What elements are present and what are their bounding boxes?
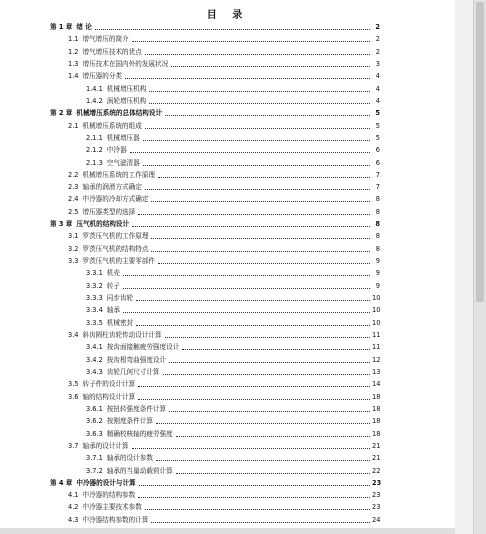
toc-leader-dots — [151, 522, 370, 523]
toc-entry-page: 24 — [372, 515, 381, 524]
toc-entry-title: 中冷器的冷却方式确定 — [82, 195, 149, 204]
toc-entry-page: 8 — [375, 244, 380, 253]
toc-entry-number: 3.4.3 — [86, 367, 103, 376]
toc-entry[interactable] — [86, 355, 380, 366]
toc-leader-dots — [136, 325, 370, 326]
toc-entry[interactable] — [68, 121, 380, 132]
toc-entry-page: 8 — [375, 195, 380, 204]
toc-entry[interactable] — [68, 392, 380, 403]
toc-entry-number: 3.3.3 — [86, 294, 103, 303]
toc-entry-title: 增压器类型的选择 — [82, 207, 136, 216]
toc-entry-number: 3.6 — [68, 392, 79, 401]
toc-entry-number: 2.5 — [68, 207, 79, 216]
toc-entry-page: 8 — [375, 207, 380, 216]
toc-leader-dots — [182, 349, 370, 350]
toc-entry[interactable] — [68, 170, 380, 181]
toc-entry-number: 3.4 — [68, 331, 79, 339]
toc-entry-page: 10 — [372, 306, 381, 315]
toc-entry-title: 轴承的润滑方式确定 — [82, 183, 142, 192]
toc-leader-dots — [138, 497, 370, 498]
toc-leader-dots — [171, 66, 370, 67]
toc-entry-page: 10 — [372, 294, 381, 303]
toc-entry[interactable] — [68, 330, 380, 341]
toc-entry-page: 11 — [372, 343, 381, 352]
toc-entry[interactable] — [68, 47, 380, 58]
toc-entry-title: 按齿根弯曲强度设计 — [106, 355, 167, 364]
toc-leader-dots — [163, 374, 370, 375]
toc-leader-dots — [165, 115, 370, 116]
toc-entry-page: 21 — [372, 441, 381, 450]
toc-entry-title: 机械密封 — [106, 318, 134, 327]
toc-entry-title: 增气增压技术的优点 — [82, 47, 142, 56]
page-gutter — [455, 0, 473, 534]
toc-leader-dots — [132, 448, 370, 449]
toc-entry[interactable] — [86, 158, 380, 169]
toc-leader-dots — [136, 300, 370, 301]
vertical-scrollbar[interactable] — [473, 0, 486, 534]
toc-entry[interactable] — [50, 108, 380, 119]
toc-leader-dots — [123, 288, 370, 289]
toc-entry-number: 3.4.1 — [86, 343, 103, 352]
toc-leader-dots — [169, 411, 370, 412]
toc-leader-dots — [130, 152, 370, 153]
toc-entry-title: 按刚度条件计算 — [106, 417, 153, 426]
toc-entry-title: 轴承 — [106, 306, 120, 315]
toc-entry-title: 转子 — [106, 281, 120, 290]
toc-entry-number: 2.1.3 — [86, 158, 103, 167]
toc-entry-page: 23 — [372, 478, 382, 487]
toc-leader-dots — [156, 423, 370, 424]
toc-entry-title: 涡轮增压机构 — [106, 96, 147, 105]
toc-entry-number: 3.2 — [68, 244, 79, 253]
toc-entry-page: 10 — [372, 318, 381, 327]
toc-entry[interactable] — [86, 133, 380, 144]
toc-entry[interactable] — [68, 490, 380, 501]
toc-entry-title: 轴承的设计参数 — [106, 454, 153, 463]
toc-entry-page: 18 — [372, 404, 381, 413]
toc-leader-dots — [158, 177, 370, 178]
toc-entry-number: 第 1 章 — [50, 23, 73, 31]
toc-entry-page: 23 — [372, 491, 381, 500]
toc-entry[interactable] — [86, 293, 380, 304]
toc-entry-number: 1.1 — [68, 35, 79, 44]
toc-entry-title: 精确校核轴的疲劳强度 — [106, 429, 173, 438]
toc-entry-number: 1.4.1 — [86, 84, 103, 93]
toc-leader-dots — [143, 165, 370, 166]
toc-entry[interactable] — [68, 244, 380, 255]
toc-entry-number: 4.1 — [68, 491, 79, 500]
toc-entry-number: 2.2 — [68, 170, 79, 179]
toc-entry[interactable] — [50, 22, 380, 33]
toc-entry-page: 23 — [372, 503, 381, 512]
toc-entry[interactable] — [50, 478, 380, 489]
toc-entry-number: 3.3.4 — [86, 306, 103, 315]
toc-entry-number: 2.1 — [68, 121, 79, 130]
toc-leader-dots — [145, 54, 370, 55]
toc-entry[interactable] — [68, 182, 380, 193]
toc-entry[interactable] — [86, 466, 380, 477]
toc-leader-dots — [143, 140, 370, 141]
toc-entry-title: 按齿面接触疲劳强度设计 — [106, 343, 180, 352]
toc-leader-dots — [125, 78, 370, 79]
toc-entry-title: 机械增压系统的工作原理 — [82, 170, 156, 179]
toc-entry[interactable] — [68, 34, 380, 45]
toc-leader-dots — [138, 214, 370, 215]
toc-entry-number: 第 4 章 — [50, 478, 73, 487]
toc-entry-page: 7 — [375, 183, 380, 192]
toc-entry-page: 5 — [375, 109, 380, 118]
toc-entry-title: 同步齿轮 — [106, 294, 134, 303]
toc-entry-title: 机壳 — [106, 269, 120, 278]
toc-entry-page: 4 — [375, 72, 380, 81]
toc-entry-number: 3.3 — [68, 257, 79, 266]
toc-entry-number: 3.7.1 — [86, 454, 103, 463]
toc-leader-dots — [132, 226, 370, 227]
toc-entry-title: 罗茨压气机的结构特点 — [82, 244, 149, 253]
toc-entry-page: 4 — [375, 96, 380, 105]
toc-entry-page: 2 — [375, 23, 380, 31]
toc-entry-title: 空气滤清器 — [106, 158, 140, 167]
toc-entry[interactable] — [86, 96, 380, 107]
page-bottom-edge — [0, 528, 455, 534]
toc-entry[interactable] — [86, 84, 380, 95]
toc-entry-number: 第 2 章 — [50, 109, 73, 118]
toc-entry-number: 3.3.5 — [86, 318, 103, 327]
toc-entry-page: 5 — [375, 133, 380, 142]
toc-entry-page: 3 — [375, 59, 380, 68]
toc-entry[interactable] — [68, 515, 380, 526]
toc-entry-number: 2.3 — [68, 183, 79, 192]
toc-leader-dots — [123, 275, 370, 276]
toc-entry[interactable] — [68, 71, 380, 82]
toc-entry[interactable] — [68, 194, 380, 205]
toc-entry-number: 4.2 — [68, 503, 79, 512]
toc-entry-page: 9 — [375, 281, 380, 290]
toc-entry-page: 9 — [375, 257, 380, 266]
toc-entry-page: 18 — [372, 429, 381, 438]
toc-entry[interactable] — [86, 318, 380, 329]
toc-entry[interactable] — [86, 305, 380, 316]
toc-entry-number: 3.7 — [68, 441, 79, 450]
toc-entry-title: 机械增压机构 — [106, 84, 147, 93]
toc-entry-title: 中冷器 — [106, 146, 127, 155]
toc-entry[interactable] — [86, 404, 380, 415]
toc-leader-dots — [138, 399, 370, 400]
toc-entry-page: 11 — [372, 331, 381, 339]
toc-entry-title: 中冷器主要技术参数 — [82, 503, 142, 512]
toc-leader-dots — [158, 263, 370, 264]
toc-entry-number: 3.6.3 — [86, 429, 103, 438]
toc-entry-title: 轴承的设计计算 — [82, 441, 129, 450]
toc-entry[interactable] — [86, 281, 380, 292]
toc-entry-number: 1.3 — [68, 59, 79, 68]
toc-entry[interactable] — [68, 441, 380, 452]
toc-title: 目 录 — [206, 10, 249, 21]
toc-entry-number: 3.6.1 — [86, 404, 103, 413]
toc-entry-page: 4 — [375, 84, 380, 93]
toc-entry-page: 8 — [375, 232, 380, 241]
toc-entry[interactable] — [86, 416, 380, 427]
toc-entry-title: 机械增压系统的总体结构设计 — [76, 109, 163, 118]
toc-entry-title: 转子件的设计计算 — [82, 380, 136, 389]
toc-entry-page: 9 — [375, 269, 380, 278]
toc-entry[interactable] — [68, 502, 380, 513]
toc-entry-title: 中冷器结构参数的计算 — [82, 515, 149, 524]
toc-leader-dots — [123, 312, 370, 313]
toc-leader-dots — [132, 41, 370, 42]
toc-entry-page: 22 — [372, 466, 381, 475]
toc-entry-title: 增压技术在国内外的发展状况 — [82, 59, 169, 68]
toc-entry-page: 6 — [375, 146, 380, 155]
toc-entry-title: 增压器的分类 — [82, 72, 123, 81]
toc-leader-dots — [151, 251, 370, 252]
toc-entry-page: 13 — [372, 367, 381, 376]
toc-entry-number: 2.1.2 — [86, 146, 103, 155]
toc-entry-number: 1.4.2 — [86, 96, 103, 105]
toc-entry-page: 2 — [375, 47, 380, 56]
toc-entry-page: 7 — [375, 170, 380, 179]
toc-entry-number: 1.2 — [68, 47, 79, 56]
toc-leader-dots — [139, 485, 370, 486]
toc-entry-number: 2.4 — [68, 195, 79, 204]
toc-entry[interactable] — [86, 429, 380, 440]
toc-entry-title: 按扭转强度条件计算 — [106, 404, 167, 413]
toc-entry[interactable] — [50, 219, 380, 230]
toc-entry[interactable] — [86, 145, 380, 156]
toc-entry-title: 齿轮几何尺寸计算 — [106, 367, 160, 376]
toc-entry[interactable] — [68, 59, 380, 70]
toc-leader-dots — [145, 189, 370, 190]
toc-entry[interactable] — [86, 367, 380, 378]
toc-entry-number: 3.7.2 — [86, 466, 103, 475]
toc-entry-number: 3.5 — [68, 380, 79, 389]
toc-entry-number: 3.1 — [68, 232, 79, 241]
toc-entry-page: 14 — [372, 380, 381, 389]
toc-entry-title: 罗茨压气机的主要零部件 — [82, 257, 156, 266]
toc-entry[interactable] — [68, 231, 380, 242]
toc-leader-dots — [149, 91, 370, 92]
toc-entry[interactable] — [68, 379, 380, 390]
toc-leader-dots — [145, 509, 370, 510]
toc-entry[interactable] — [68, 256, 380, 267]
toc-entry[interactable] — [68, 207, 380, 218]
toc-entry-number: 3.3.2 — [86, 281, 103, 290]
toc-leader-dots — [176, 436, 370, 437]
toc-entry-page: 8 — [375, 220, 380, 229]
toc-entry-title: 机械增压系统的组成 — [82, 121, 142, 130]
toc-entry-number: 3.4.2 — [86, 355, 103, 364]
toc-entry-page: 6 — [375, 158, 380, 167]
toc-entry-title: 罗茨压气机的工作原理 — [82, 232, 149, 241]
toc-leader-dots — [138, 386, 370, 387]
toc-entry-title: 斜齿圆柱齿轮传动设计计算 — [82, 331, 162, 339]
toc-entry-title: 机械增压器 — [106, 133, 140, 142]
toc-entry-page: 5 — [375, 121, 380, 130]
toc-entry-page: 12 — [372, 355, 381, 364]
toc-leader-dots — [176, 473, 370, 474]
toc-entry-title: 轴承的当量动载荷计算 — [106, 466, 173, 475]
toc-entry-number: 3.6.2 — [86, 417, 103, 426]
toc-entry-number: 3.3.1 — [86, 269, 103, 278]
toc-leader-dots — [95, 29, 370, 30]
toc-leader-dots — [165, 337, 370, 338]
toc-entry[interactable] — [86, 342, 380, 353]
toc-entry-number: 第 3 章 — [50, 220, 73, 229]
toc-entry-number: 1.4 — [68, 72, 79, 81]
toc-entry-number: 2.1.1 — [86, 133, 103, 142]
toc-entry[interactable] — [86, 268, 380, 279]
toc-entry-title: 增气增压的简介 — [82, 35, 129, 44]
toc-entry-page: 21 — [372, 454, 381, 463]
toc-entry-page: 2 — [375, 35, 380, 44]
scrollbar-thumb[interactable] — [476, 2, 484, 302]
toc-entry-title: 轴的结构设计计算 — [82, 392, 136, 401]
toc-leader-dots — [151, 238, 370, 239]
toc-leader-dots — [156, 460, 370, 461]
toc-entry-title: 绪 论 — [76, 23, 92, 31]
toc-leader-dots — [149, 103, 370, 104]
toc-leader-dots — [145, 128, 370, 129]
toc-leader-dots — [151, 201, 370, 202]
toc-leader-dots — [169, 362, 370, 363]
toc-entry-page: 18 — [372, 392, 381, 401]
toc-entry-title: 压气机的结构设计 — [76, 220, 130, 229]
toc-entry-page: 18 — [372, 417, 381, 426]
toc-entry-title: 中冷器的设计与计算 — [76, 478, 136, 487]
toc-entry[interactable] — [86, 453, 380, 464]
toc-entry-number: 4.3 — [68, 515, 79, 524]
toc-entry-title: 中冷器的结构参数 — [82, 491, 136, 500]
